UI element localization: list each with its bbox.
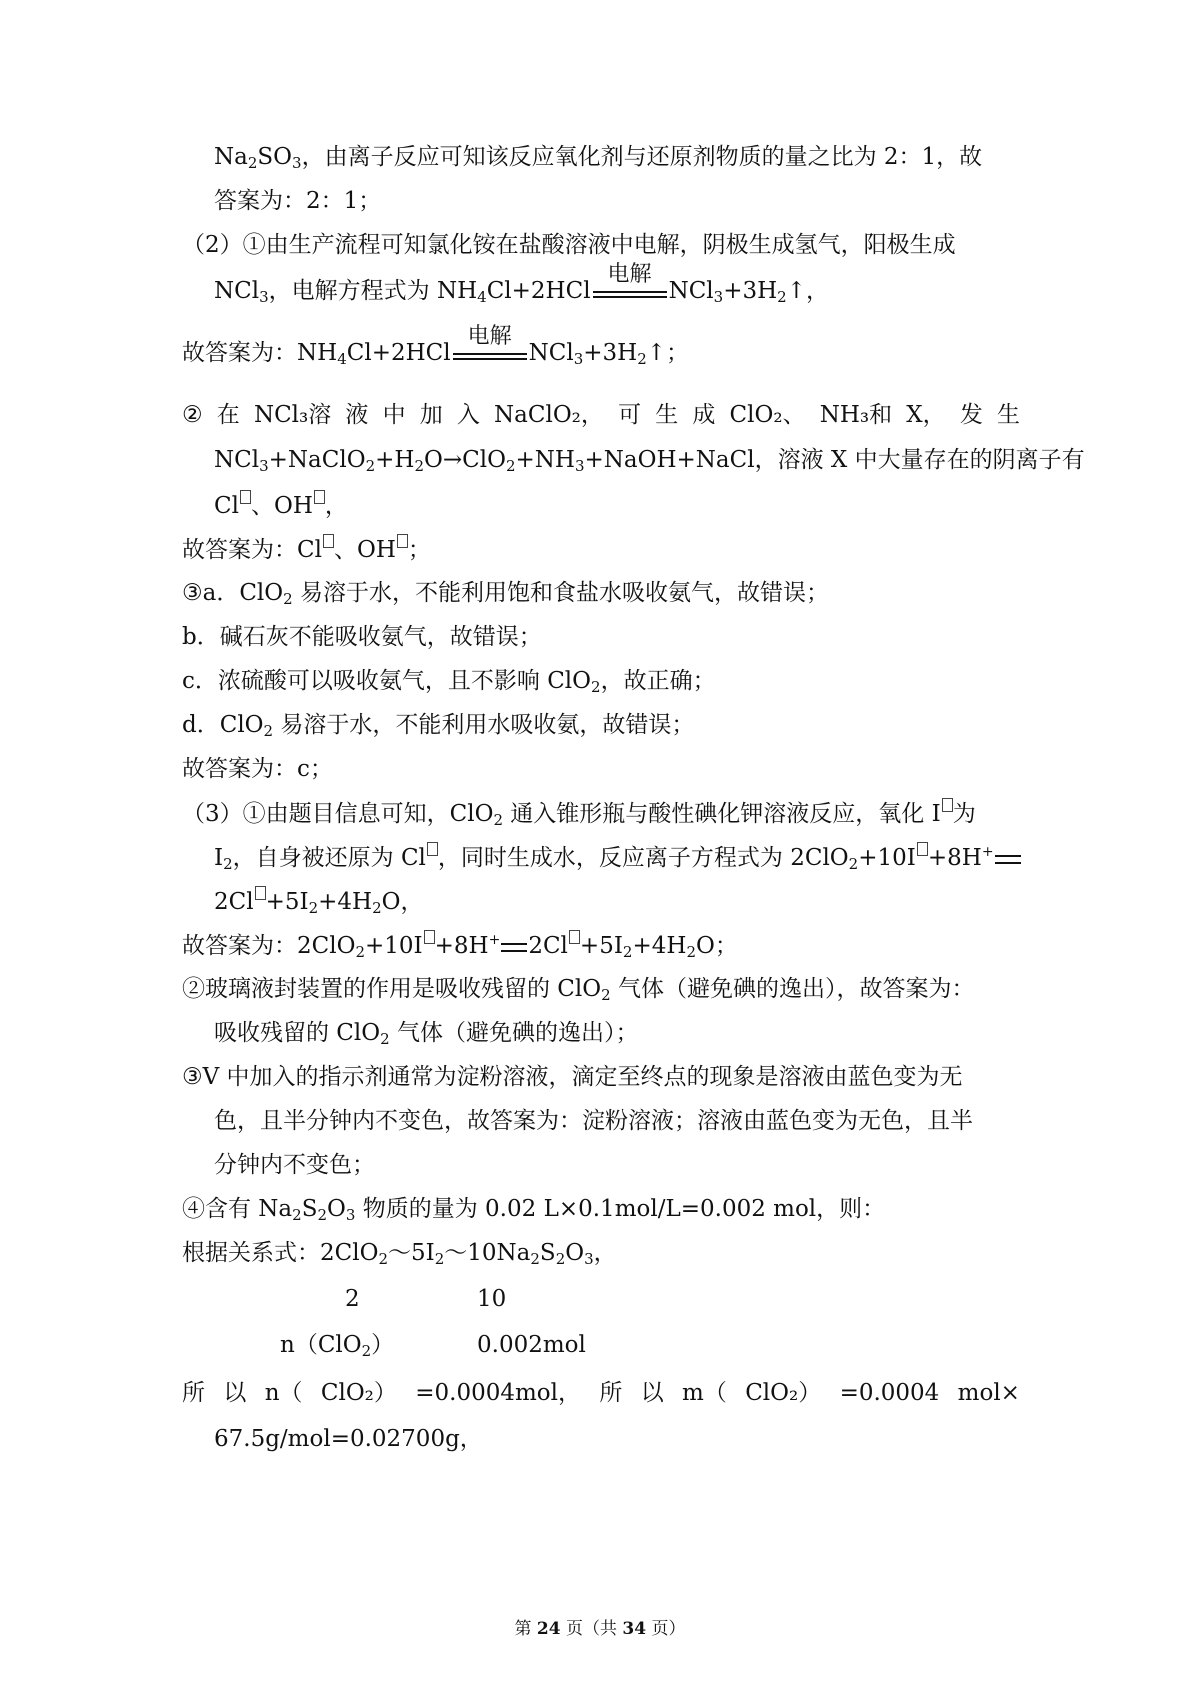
text-line: 色，且半分钟内不变色，故答案为：淀粉溶液；溶液由蓝色变为无色，且半 bbox=[214, 1108, 973, 1134]
ratio-value: 0.002mol bbox=[477, 1332, 586, 1358]
text-line: 故答案为：Cl 、OH ； bbox=[182, 534, 431, 565]
text-line: 所 以 n（ ClO₂） =0.0004mol， 所 以 m（ ClO₂） =0.0004 mol× bbox=[182, 1380, 1020, 1406]
missing-glyph-box bbox=[427, 842, 438, 856]
page-footer: 第 24 页（共 34 页） bbox=[514, 1619, 686, 1639]
missing-glyph-box bbox=[240, 490, 251, 504]
text-line: b．碱石灰不能吸收氨气，故错误； bbox=[182, 624, 542, 650]
text-line: ②玻璃液封装置的作用是吸收残留的 ClO$_2$ 气体（避免碘的逸出），故答案为： bbox=[182, 976, 975, 1004]
missing-glyph-box bbox=[917, 842, 928, 856]
reaction-condition-arrow: 电解 bbox=[451, 338, 529, 368]
text-line: 67.5g/mol=0.02700g， bbox=[214, 1426, 483, 1452]
missing-glyph-box bbox=[255, 886, 266, 900]
text-line: ② 在 NCl₃溶 液 中 加 入 NaClO₂， 可 生 成 ClO₂、 NH₃和 X， 发 生 bbox=[182, 402, 1020, 428]
text-line: 答案为：2：1； bbox=[214, 188, 382, 214]
text-line: 分钟内不变色； bbox=[214, 1152, 375, 1178]
text-line: $Na_2SO_3$，由离子反应可知该反应氧化剂与还原剂物质的量之比为 2：1，故 bbox=[214, 144, 983, 172]
ratio-value: n（ClO$_2$） bbox=[280, 1332, 395, 1360]
text-line: （2）①由生产流程可知氯化铵在盐酸溶液中电解，阴极生成氢气，阳极生成 bbox=[182, 232, 956, 258]
text-line: ③V 中加入的指示剂通常为淀粉溶液，滴定至终点的现象是溶液由蓝色变为无 bbox=[182, 1064, 963, 1090]
text-line: c．浓硫酸可以吸收氨气，且不影响 ClO$_2$，故正确； bbox=[182, 668, 716, 696]
missing-glyph-box bbox=[314, 490, 325, 504]
equation-line: 故答案为：$NH_4Cl+2HCl$ 电解 $NCl_3+3H_2↑$； bbox=[182, 324, 690, 368]
ratio-value: 10 bbox=[477, 1286, 507, 1312]
text-line: Cl 、OH ， bbox=[214, 490, 348, 521]
text-line: $2Cl +5I_2+4H_2O$， bbox=[214, 886, 424, 917]
equals-sign bbox=[995, 855, 1021, 864]
reaction-condition-arrow: 电解 bbox=[591, 276, 669, 306]
ratio-value: 2 bbox=[345, 1286, 360, 1312]
text-line: $I_2$，自身被还原为 Cl ，同时生成水，反应离子方程式为 2ClO$_2$+10I +8H+ bbox=[214, 842, 1022, 873]
text-line: d．ClO$_2$ 易溶于水，不能利用水吸收氨，故错误； bbox=[182, 712, 695, 740]
text-line: ③a．ClO$_2$ 易溶于水，不能利用饱和食盐水吸收氨气，故错误； bbox=[182, 580, 830, 608]
text-line: 故答案为：c； bbox=[182, 756, 333, 782]
text-line: ④含有 $Na_2S_2O_3$ 物质的量为 0.02 L×0.1mol/L=0.002 mol，则： bbox=[182, 1196, 886, 1224]
text-line: （3）①由题目信息可知，ClO$_2$ 通入锥形瓶与酸性碘化钾溶液反应，氧化 I 为 bbox=[182, 798, 976, 829]
equation-line: NCl$_3$，电解方程式为 $NH_4Cl+2HCl$ 电解 $NCl_3+3H_2↑$， bbox=[214, 262, 829, 306]
current-page-number: 24 bbox=[536, 1619, 561, 1639]
missing-glyph-box bbox=[323, 534, 334, 548]
text-line: 根据关系式：$2ClO_2\sim 5I_2\sim 10Na_2S_2O_3$， bbox=[182, 1240, 617, 1268]
missing-glyph-box bbox=[397, 534, 408, 548]
missing-glyph-box bbox=[942, 798, 953, 812]
total-page-number: 34 bbox=[622, 1619, 647, 1639]
text-line: 吸收残留的 ClO$_2$ 气体（避免碘的逸出）； bbox=[214, 1020, 639, 1048]
text-line: 故答案为：2ClO$_2$+10I +8H+ $2Cl +5I_2+4H_2O$； bbox=[182, 932, 738, 961]
text-line: $NCl_3+NaClO_2+H_2O\to ClO_2+NH_3+NaOH+NaCl$，溶液 X 中大量存在的阴离子有 bbox=[214, 447, 1085, 475]
missing-glyph-box bbox=[569, 930, 580, 944]
equals-sign bbox=[501, 943, 527, 952]
missing-glyph-box bbox=[424, 930, 435, 944]
